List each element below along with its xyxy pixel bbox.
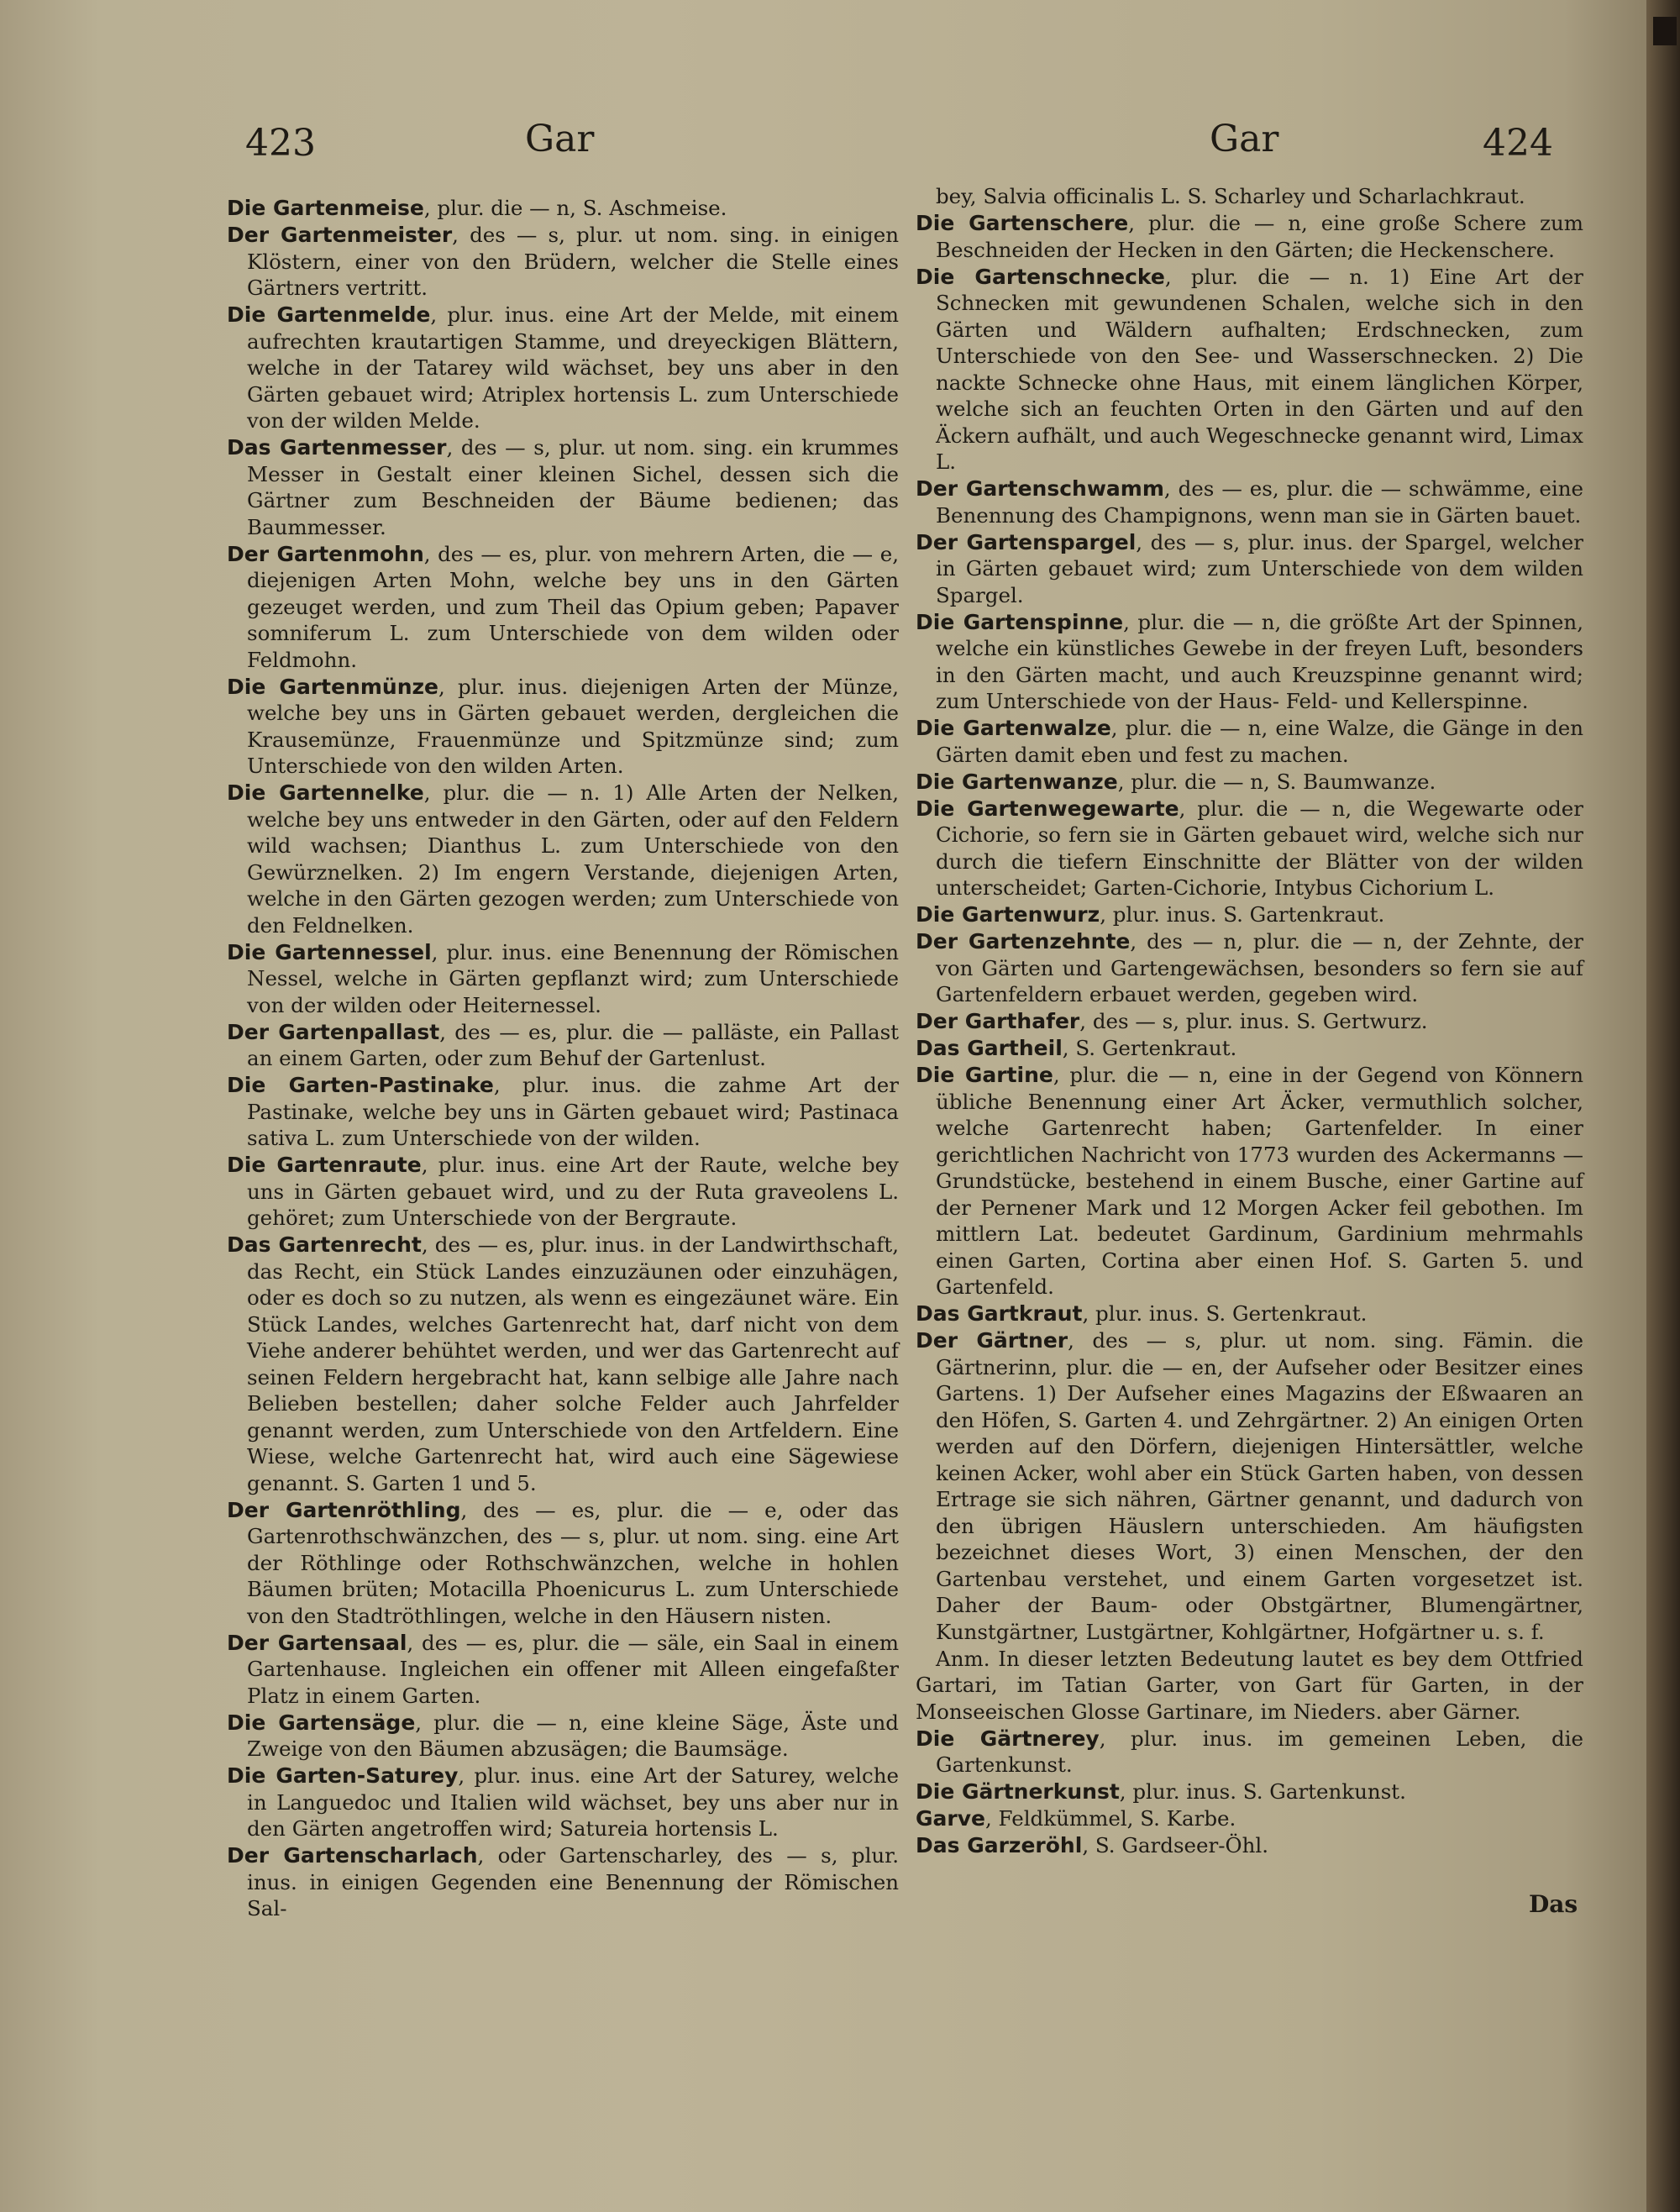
entry-headword: Die Gartennessel xyxy=(227,939,432,964)
entry-headword: Garve xyxy=(916,1806,985,1831)
entry-headword: Die Gartenwegewarte xyxy=(916,796,1179,821)
dictionary-entry xyxy=(916,796,1583,901)
dictionary-entry xyxy=(916,715,1583,768)
entry-headword: Das Gartkraut xyxy=(916,1301,1083,1326)
entry-text: , plur. inus. die zahme Art der Pastinake, welche bey uns in Gärten gebauet wird; Pastinaca sativa L. zum Unterschiede von der wilden. xyxy=(247,1073,899,1150)
dictionary-entry xyxy=(916,210,1583,263)
entry-headword: Die Gartenwalze xyxy=(916,716,1111,740)
running-head-left: Gar xyxy=(525,118,595,160)
entry-text: , plur. die — n, eine kleine Säge, Äste und Zweige von den Bäumen abzusägen; die Baumsäge. xyxy=(247,1710,899,1761)
dictionary-entry xyxy=(227,780,899,938)
entry-text: , plur. inus. eine Art der Saturey, welche in Languedoc und Italien wild wächset, bey uns aber nur in den Gärten angetroffen wird; Satureia hortensis L. xyxy=(247,1763,899,1841)
entry-headword: Die Gartenmünze xyxy=(227,674,438,699)
entry-text: , plur. die — n. 1) Alle Arten der Nelken, welche bey uns entweder in den Gärten, oder auf den Feldern wild wachsen; Dianthus L. zum Unterschiede von den Gewürznelken. 2) Im engern Verstande, diejenigen Arten, welche in den Gärten gezogen werden; zum Unterschiede von den Feldnelken. xyxy=(247,780,900,938)
entry-text: , plur. die — n, die größte Art der Spinnen, welche ein künstliches Gewebe in der freyen Luft, besonders in den Gärten macht, und auch Kreuzspinne genannt wird; zum Unterschiede von der Haus- Feld- und Kellerspinne. xyxy=(936,609,1583,713)
right-column xyxy=(916,183,1583,1859)
entry-text: , des — s, plur. inus. der Spargel, welcher in Gärten gebauet wird; zum Unterschiede von dem wilden Spargel. xyxy=(936,529,1584,607)
entry-headword: Das Gartenmesser xyxy=(227,435,447,460)
dictionary-entry xyxy=(916,476,1583,528)
dictionary-entry xyxy=(227,939,899,1019)
entry-text: , plur. inus. S. Gertenkraut. xyxy=(1082,1301,1368,1326)
dictionary-entry xyxy=(916,928,1583,1008)
entry-headword: Der Gartensaal xyxy=(227,1630,407,1655)
entry-text: , des — n, plur. die — n, der Zehnte, der von Gärten und Gartengewächsen, besonders so fern sie auf Gartenfeldern erbauet werden, gegeben wird. xyxy=(936,929,1584,1006)
entry-text: , plur. die — n, S. Aschmeise. xyxy=(423,196,727,220)
entry-text: , des — es, plur. die — schwämme, eine Benennung des Champignons, wenn man sie in Gärten bauet. xyxy=(936,476,1583,528)
dictionary-entry xyxy=(916,1832,1583,1859)
book-binding xyxy=(1646,0,1680,2212)
entry-headword: Die Gartenschnecke xyxy=(916,264,1165,289)
entry-text: , S. Gertenkraut. xyxy=(1062,1036,1237,1060)
entry-text: , plur. die — n, die Wegewarte oder Cichorie, so fern sie in Gärten gebauet wird, welche sich nur durch die tiefern Einschnitte der Blätter von der wilden unterscheidet; Garten-Cichorie, Intybus Cichorium L. xyxy=(936,796,1584,900)
entry-text: , des — s, plur. ut nom. sing. Fämin. die Gärtnerinn, plur. die — en, der Aufseher oder Besitzer eines Gartens. 1) Der Aufseher eines Magazins der Eßwaaren an den Höfen, S. Garten 4. und Zehrgärtner. 2) An einigen Orten werden auf den Dörfern, diejenigen Hintersättler, welche keinen Acker, wohl aber ein Stück Garten haben, von dessen Ertrage sie sich nähren, Gärtner genannt, und dadurch von den übrigen Häuslern unterschieden. Am häufigsten bezeichnet dieses Wort, 3) einen Menschen, der den Gartenbau verstehet, und einem Garten vorgesetzet ist. Daher der Baum- oder Obstgärtner, Blumengärtner, Kunstgärtner, Lustgärtner, Kohlgärtner, Hofgärtner u. s. f. xyxy=(936,1328,1583,1644)
page-number-left: 423 xyxy=(245,122,316,165)
dictionary-entry xyxy=(916,1327,1583,1645)
entry-text: , plur. inus. eine Benennung der Römischen Nessel, welche in Gärten gepflanzt wird; zum Unterschiede von der wilden oder Heiternessel. xyxy=(247,939,899,1017)
entry-headword: Die Gartenwanze xyxy=(916,769,1118,794)
entry-headword: Der Gartenscharlach xyxy=(227,1843,478,1868)
dictionary-entry xyxy=(916,1726,1583,1779)
dictionary-entry xyxy=(227,674,899,780)
dictionary-entry xyxy=(916,264,1583,476)
entry-headword: Der Gartenzehnte xyxy=(916,929,1131,954)
entry-headword: Der Gärtner xyxy=(916,1328,1068,1353)
entry-text: , plur. inus. eine Art der Melde, mit einem aufrechten krautartigen Stamme, und dreyeckigen Blättern, welche in der Tatarey wild wächset, bey uns aber in den Gärten gebauet wird; Atriplex hortensis L. zum Unterschiede von der wilden Melde. xyxy=(247,302,899,433)
entry-text: , plur. inus. S. Gartenkraut. xyxy=(1100,902,1385,927)
entry-text: , plur. inus. im gemeinen Leben, die Gartenkunst. xyxy=(936,1726,1583,1777)
entry-headword: Die Gartenschere xyxy=(916,211,1129,235)
running-head-right: Gar xyxy=(1210,118,1279,160)
entry-headword: Die Gärtnerey xyxy=(916,1726,1100,1751)
dictionary-entry xyxy=(227,1497,899,1630)
dictionary-entry xyxy=(916,1008,1583,1035)
entry-text: , S. Gardseer-Öhl. xyxy=(1082,1833,1268,1857)
entry-text: , plur. die — n, eine in der Gegend von Könnern übliche Benennung einer Art Äcker, vermuthlich solcher, welche Gartenrecht haben; Gartenfelder. In einer gerichtlichen Nachricht von 1773 wurden des Ackermanns — Grundstücke, bestehend in einem Busche, einer Gartine auf der Pernener Mark und 12 Morgen Acker feil gebothen. Im mittlern Lat. bedeutet Gardinum, Gardinium mehrmahls einen Garten, Cortina aber einen Hof. S. Garten 5. und Gartenfeld. xyxy=(936,1063,1583,1299)
dictionary-entry xyxy=(227,434,899,540)
catchword: Das xyxy=(1529,1890,1578,1918)
dictionary-entry xyxy=(916,1779,1583,1805)
entry-text: , des — es, plur. die — säle, ein Saal in einem Gartenhause. Ingleichen ein offener mit Alleen eingefaßter Platz in einem Garten. xyxy=(247,1630,899,1708)
dictionary-entry xyxy=(227,195,899,222)
dictionary-entry xyxy=(916,1300,1583,1327)
dictionary-entry xyxy=(227,1842,899,1922)
dictionary-entry xyxy=(227,1019,899,1072)
entry-text: , des — s, plur. ut nom. sing. ein krummes Messer in Gestalt einer kleinen Sichel, dessen sich die Gärtner zum Beschneiden der Bäume bedienen; das Baummesser. xyxy=(247,435,900,539)
left-column xyxy=(227,195,899,1922)
entry-headword: Der Gartenspargel xyxy=(916,529,1137,554)
entry-headword: Die Garten-Pastinake xyxy=(227,1073,494,1097)
entry-text: , des — es, plur. inus. in der Landwirthschaft, das Recht, ein Stück Landes einzuzäunen oder einzuhägen, oder es doch so zu nutzen, als wenn es eingezäunet wäre. Ein Stück Landes, welches Gartenrecht hat, darf nicht von dem Viehe anderer behühtet werden, und wer das Gartenrecht auf seinen Feldern hergebracht hat, kann selbige alle Jahre nach Belieben bestellen; daher solche Felder auch Jahrfelder genannt werden, zum Unterschiede von den Artfeldern. Eine Wiese, welche Gartenrecht hat, wird auch eine Sägewiese genannt. S. Garten 1 und 5. xyxy=(247,1232,899,1495)
entry-text: , plur. die — n, S. Baumwanze. xyxy=(1117,769,1436,794)
entry-headword: Die Gartenspinne xyxy=(916,609,1124,634)
dictionary-entry xyxy=(916,1062,1583,1300)
entry-text: bey, Salvia officinalis L. S. Scharley und Scharlachkraut. xyxy=(936,184,1525,208)
dictionary-entry xyxy=(227,541,899,674)
page-number-right: 424 xyxy=(1483,122,1553,165)
entry-headword: Der Gartenmohn xyxy=(227,541,424,566)
entry-headword: Die Gartenraute xyxy=(227,1153,422,1177)
entry-text: , oder Gartenscharley, des — s, plur. inus. in einigen Gegenden eine Benennung der Römischen Sal- xyxy=(247,1843,899,1920)
entry-headword: Die Gartine xyxy=(916,1063,1053,1087)
entry-text: , des — s, plur. inus. S. Gertwurz. xyxy=(1079,1009,1428,1033)
entry-text: , plur. inus. diejenigen Arten der Münze, welche bey uns in Gärten gebauet werden, dergleichen die Krausemünze, Frauenmünze und Spitzmünze sind; zum Unterschiede von den wilden Arten. xyxy=(247,674,899,778)
dictionary-entry xyxy=(227,1152,899,1232)
dictionary-entry xyxy=(916,1035,1583,1062)
dictionary-entry xyxy=(227,222,899,302)
dictionary-entry xyxy=(916,769,1583,796)
binding-mark xyxy=(1653,17,1677,45)
dictionary-entry xyxy=(227,1072,899,1152)
dictionary-entry xyxy=(227,1763,899,1842)
entry-headword: Die Gartenmeise xyxy=(227,196,424,220)
dictionary-entry xyxy=(916,609,1583,715)
entry-text: Anm. In dieser letzten Bedeutung lautet es bey dem Ottfried Gartari, im Tatian Garter, von Gart für Garten, in der Monseeischen Glosse Gartinare, im Nieders. aber Gärner. xyxy=(916,1646,1583,1724)
entry-text: , des — es, plur. die — e, oder das Gartenrothschwänzchen, des — s, plur. ut nom. sing. eine Art der Röthlinge oder Rothschwänzchen, welche in hohlen Bäumen brüten; Motacilla Phoenicurus L. zum Unterschiede von den Stadtröthlingen, welche in den Häusern nisten. xyxy=(247,1497,899,1628)
entry-text: , Feldkümmel, S. Karbe. xyxy=(984,1806,1236,1831)
dictionary-entry xyxy=(916,529,1583,609)
dictionary-entry xyxy=(916,901,1583,928)
entry-headword: Die Gartenwurz xyxy=(916,902,1100,927)
entry-text: , des — es, plur. von mehrern Arten, die — e, diejenigen Arten Mohn, welche bey uns in den Gärten gezeuget werden, und zum Theil das Opium geben; Papaver somniferum L. zum Unterschiede von dem wilden oder Feldmohn. xyxy=(247,541,899,672)
dictionary-entry xyxy=(227,302,899,434)
dictionary-entry xyxy=(916,1646,1583,1726)
entry-text: , plur. die — n. 1) Eine Art der Schnecken mit gewundenen Schalen, welche sich in den Gärten und Wäldern aufhalten; Erdschnecken, zum Unterschiede von den See- und Wasserschnecken. 2) Die nackte Schnecke ohne Haus, mit einem länglichen Körper, welche sich an feuchten Orten in den Gärten und auf den Äckern aufhält, und auch Wegeschnecke genannt wird, Limax L. xyxy=(936,264,1583,474)
dictionary-entry xyxy=(227,1630,899,1710)
entry-headword: Der Gartenröthling xyxy=(227,1497,461,1522)
dictionary-entry xyxy=(916,183,1583,210)
entry-text: , plur. die — n, eine große Schere zum Beschneiden der Hecken in den Gärten; die Heckenschere. xyxy=(936,211,1583,262)
entry-text: , des — es, plur. die — palläste, ein Pallast an einem Garten, oder zum Behuf der Gartenlust. xyxy=(247,1019,899,1070)
entry-text: , plur. inus. eine Art der Raute, welche bey uns in Gärten gebauet wird, und zu der Ruta graveolens L. gehöret; zum Unterschiede von der Bergraute. xyxy=(247,1153,899,1230)
dictionary-entry xyxy=(227,1710,899,1763)
entry-headword: Das Gartheil xyxy=(916,1036,1063,1060)
entry-headword: Das Gartenrecht xyxy=(227,1232,422,1257)
entry-headword: Der Garthafer xyxy=(916,1009,1080,1033)
entry-headword: Die Garten-Saturey xyxy=(227,1763,459,1788)
entry-headword: Der Gartenmeister xyxy=(227,223,453,247)
entry-text: , plur. inus. S. Gartenkunst. xyxy=(1119,1779,1406,1804)
entry-headword: Das Garzeröhl xyxy=(916,1833,1083,1857)
dictionary-entry xyxy=(916,1805,1583,1832)
entry-text: , des — s, plur. ut nom. sing. in einigen Klöstern, einer von den Brüdern, welcher die Stelle eines Gärtners vertritt. xyxy=(247,223,899,300)
entry-headword: Der Gartenschwamm xyxy=(916,476,1164,501)
entry-headword: Die Gärtnerkunst xyxy=(916,1779,1120,1804)
dictionary-entry xyxy=(227,1232,899,1496)
entry-headword: Die Gartensäge xyxy=(227,1710,416,1735)
entry-headword: Die Gartennelke xyxy=(227,780,424,805)
entry-headword: Der Gartenpallast xyxy=(227,1019,440,1044)
entry-text: , plur. die — n, eine Walze, die Gänge in den Gärten damit eben und fest zu machen. xyxy=(936,716,1583,767)
entry-headword: Die Gartenmelde xyxy=(227,302,431,327)
